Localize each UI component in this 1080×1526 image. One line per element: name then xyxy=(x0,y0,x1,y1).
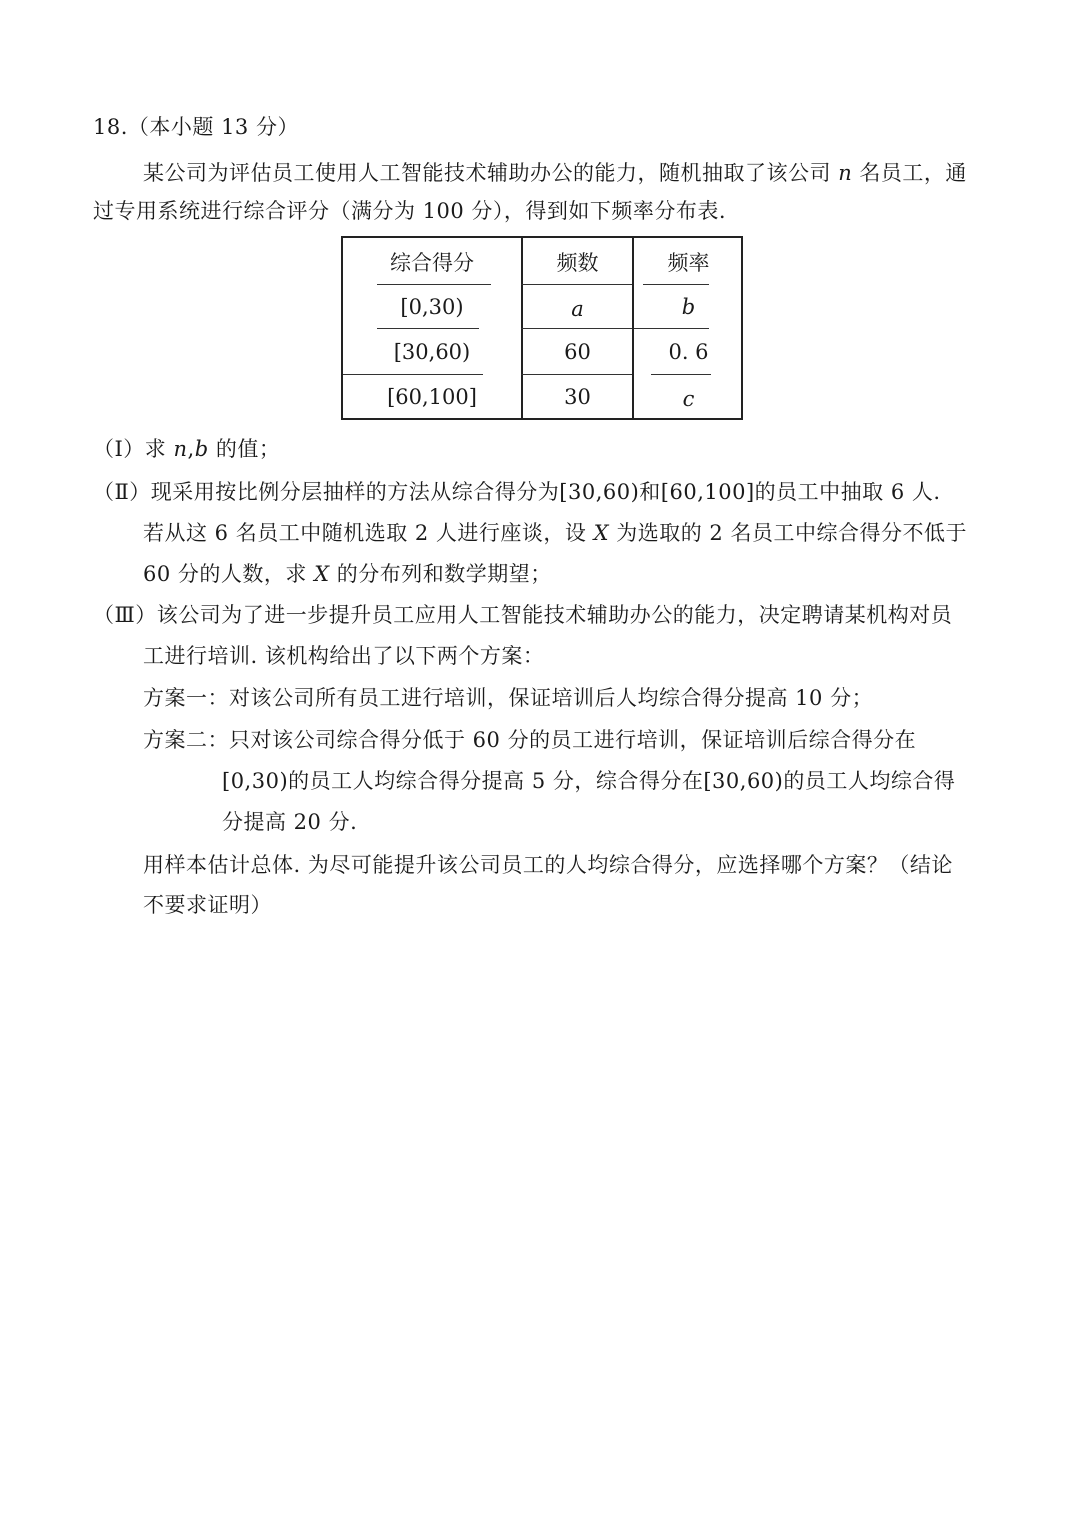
table-rule xyxy=(643,284,709,285)
variable-n: n xyxy=(838,161,853,185)
question-2-text: 为选取的 2 名员工中综合得分不低于 xyxy=(609,521,967,545)
question-2-line-3 xyxy=(143,559,552,589)
table-rule xyxy=(634,328,709,329)
plan-2-line-2: [0,30)的员工人均综合得分提高 5 分，综合得分在[30,60)的员工人均综合得 xyxy=(222,769,956,793)
question-2-text: 60 分的人数，求 xyxy=(143,562,315,586)
problem-heading: 18.（本小题 13 分） xyxy=(93,115,299,139)
question-3-line-2: 工进行培训. 该机构给出了以下两个方案： xyxy=(143,644,545,668)
question-2-line-1 xyxy=(93,477,941,507)
table-header-count: 频数 xyxy=(556,251,599,275)
table-cell-frequency: b xyxy=(681,295,696,319)
variable-b: b xyxy=(194,437,209,461)
table-cell-score: [0,30) xyxy=(400,295,464,319)
table-cell-count: 30 xyxy=(564,385,591,409)
table-cell-score: [60,100] xyxy=(387,385,477,409)
table-cell-score: [30,60) xyxy=(393,340,471,364)
problem-intro-line-2: 过专用系统进行综合评分（满分为 100 分），得到如下频率分布表. xyxy=(93,199,727,223)
variable-x: X xyxy=(593,521,610,545)
table-rule xyxy=(343,374,483,375)
question-2-text: 若从这 6 名员工中随机选取 2 人进行座谈，设 xyxy=(143,521,594,545)
variable-x: X xyxy=(314,562,330,586)
question-2-label: （Ⅱ） xyxy=(93,480,151,504)
table-rule xyxy=(521,328,632,329)
question-3-label: （Ⅲ） xyxy=(93,603,157,627)
conclusion-line-2: 不要求证明） xyxy=(143,893,272,917)
table-header-frequency: 频率 xyxy=(667,251,710,275)
frequency-table xyxy=(341,236,743,420)
table-rule xyxy=(377,284,491,285)
intro-text-a: 某公司为评估员工使用人工智能技术辅助办公的能力，随机抽取了该公司 xyxy=(143,161,839,185)
question-1-label: （Ⅰ） xyxy=(93,437,145,461)
question-2-text: 现采用按比例分层抽样的方法从综合得分为[30,60)和[60,100]的员工中抽取 6 人. xyxy=(150,480,941,504)
table-cell-count: 60 xyxy=(564,340,591,364)
table-rule xyxy=(521,284,632,285)
table-cell-count: a xyxy=(571,297,584,321)
table-rule xyxy=(377,328,479,329)
plan-2-line-3: 分提高 20 分. xyxy=(222,810,358,834)
table-cell-frequency: 0. 6 xyxy=(668,340,709,364)
question-1-text: 求 xyxy=(144,437,174,461)
table-rule xyxy=(521,374,632,375)
question-2-line-2 xyxy=(143,518,967,548)
question-1-text-end: 的值； xyxy=(208,437,281,461)
table-rule xyxy=(651,374,711,375)
intro-text-b: 名员工，通 xyxy=(852,161,967,185)
plan-2-line-1: 方案二：只对该公司综合得分低于 60 分的员工进行培训，保证培训后综合得分在 xyxy=(143,728,917,752)
table-header-score: 综合得分 xyxy=(390,251,474,275)
comma: , xyxy=(187,437,195,461)
variable-n: n xyxy=(173,437,188,461)
question-3-line-1 xyxy=(93,600,952,630)
question-3-text: 该公司为了进一步提升员工应用人工智能技术辅助办公的能力，决定聘请某机构对员 xyxy=(156,603,953,627)
question-1 xyxy=(93,434,280,464)
conclusion-line-1: 用样本估计总体. 为尽可能提升该公司员工的人均综合得分，应选择哪个方案？（结论 xyxy=(143,853,953,877)
plan-1: 方案一：对该公司所有员工进行培训，保证培训后人均综合得分提高 10 分； xyxy=(143,686,874,710)
table-cell-frequency: c xyxy=(682,387,695,411)
question-2-text: 的分布列和数学期望； xyxy=(329,562,552,586)
problem-intro-line-1 xyxy=(143,158,967,188)
